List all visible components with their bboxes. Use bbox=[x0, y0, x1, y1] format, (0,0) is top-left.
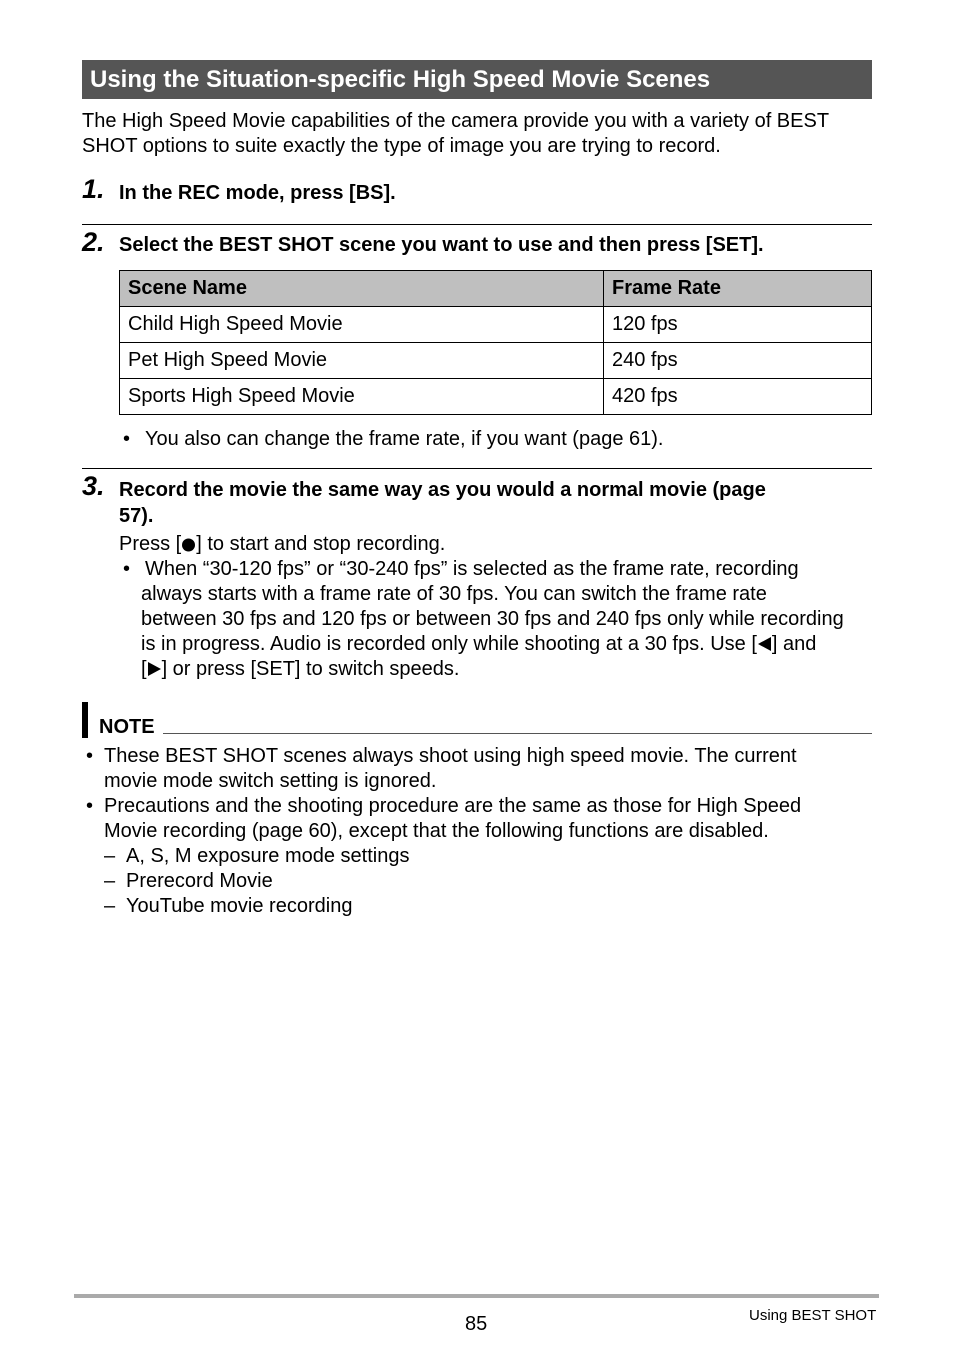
table-cell: 240 fps bbox=[604, 343, 872, 379]
dash-mark: – bbox=[104, 895, 116, 917]
footer-rule bbox=[74, 1294, 879, 1298]
left-triangle-icon bbox=[757, 636, 772, 652]
table-row bbox=[120, 343, 872, 379]
bullet-mark: • bbox=[86, 795, 94, 817]
bullet-text: always starts with a frame rate of 30 fps. You can switch the frame rate bbox=[141, 583, 767, 605]
bullet-text: These BEST SHOT scenes always shoot using high speed movie. The current bbox=[104, 745, 797, 767]
table-header-row bbox=[120, 271, 872, 307]
step-divider bbox=[82, 224, 872, 225]
step-text: Select the BEST SHOT scene you want to use and then press [SET]. bbox=[119, 234, 764, 256]
dash-text: Prerecord Movie bbox=[126, 870, 273, 892]
column-header: Frame Rate bbox=[604, 271, 872, 307]
bullet-item bbox=[123, 427, 663, 452]
table-row bbox=[120, 379, 872, 415]
record-dot-icon bbox=[181, 537, 196, 552]
note-marker bbox=[82, 702, 88, 738]
intro-line: SHOT options to suite exactly the type of image you are trying to record. bbox=[82, 135, 721, 157]
page-number: 85 bbox=[465, 1313, 488, 1335]
press-text: Press [ bbox=[119, 533, 182, 555]
bullet-text: [ bbox=[141, 658, 147, 680]
dash-text: A, S, M exposure mode settings bbox=[126, 845, 410, 867]
bullet-text: You also can change the frame rate, if you want (page 61). bbox=[145, 428, 664, 450]
step-divider bbox=[82, 468, 872, 469]
press-text: ] to start and stop recording. bbox=[196, 533, 446, 555]
bullet-text: ] or press [SET] to switch speeds. bbox=[161, 658, 460, 680]
bullet-text: When “30-120 fps” or “30-240 fps” is selected as the frame rate, recording bbox=[145, 558, 799, 580]
table-cell: Child High Speed Movie bbox=[120, 307, 604, 343]
dash-text: YouTube movie recording bbox=[126, 895, 353, 917]
column-header: Scene Name bbox=[120, 271, 604, 307]
table-row bbox=[120, 307, 872, 343]
bullet-text: Precautions and the shooting procedure are the same as those for High Speed bbox=[104, 795, 802, 817]
note-label: NOTE bbox=[99, 716, 155, 738]
bullet-text: between 30 fps and 120 fps or between 30 fps and 240 fps only while recording bbox=[141, 608, 844, 630]
step-text bbox=[119, 477, 766, 529]
bullet-text: is in progress. Audio is recorded only while shooting at a 30 fps. Use [ bbox=[141, 633, 757, 655]
note-divider bbox=[163, 733, 872, 734]
press-instruction bbox=[119, 532, 445, 557]
step-text: In the REC mode, press [BS]. bbox=[119, 182, 396, 204]
step-number: 1. bbox=[82, 174, 105, 204]
table-cell: 120 fps bbox=[604, 307, 872, 343]
bullet-item bbox=[123, 557, 872, 682]
bullet-mark: • bbox=[123, 428, 131, 450]
intro-paragraph bbox=[82, 109, 829, 159]
bullet-mark: • bbox=[86, 745, 94, 767]
bullet-mark: • bbox=[123, 558, 131, 580]
table-cell: Pet High Speed Movie bbox=[120, 343, 604, 379]
bullet-text: ] and bbox=[771, 633, 817, 655]
step-number: 3. bbox=[82, 471, 105, 501]
dash-mark: – bbox=[104, 870, 116, 892]
scene-table bbox=[119, 270, 872, 415]
intro-line: The High Speed Movie capabilities of the camera provide you with a variety of BEST bbox=[82, 110, 830, 132]
right-triangle-icon bbox=[147, 661, 162, 677]
step-text-line: 57). bbox=[119, 505, 154, 527]
chapter-title: Using BEST SHOT bbox=[749, 1307, 877, 1324]
dash-mark: – bbox=[104, 845, 116, 867]
table-cell: Sports High Speed Movie bbox=[120, 379, 604, 415]
bullet-text: movie mode switch setting is ignored. bbox=[104, 770, 437, 792]
section-title: Using the Situation-specific High Speed Movie Scenes bbox=[82, 60, 872, 99]
step-text-line: Record the movie the same way as you would a normal movie (page bbox=[119, 479, 766, 501]
table-cell: 420 fps bbox=[604, 379, 872, 415]
step-number: 2. bbox=[82, 227, 105, 257]
note-list bbox=[86, 744, 872, 919]
bullet-text: Movie recording (page 60), except that the following functions are disabled. bbox=[104, 820, 769, 842]
